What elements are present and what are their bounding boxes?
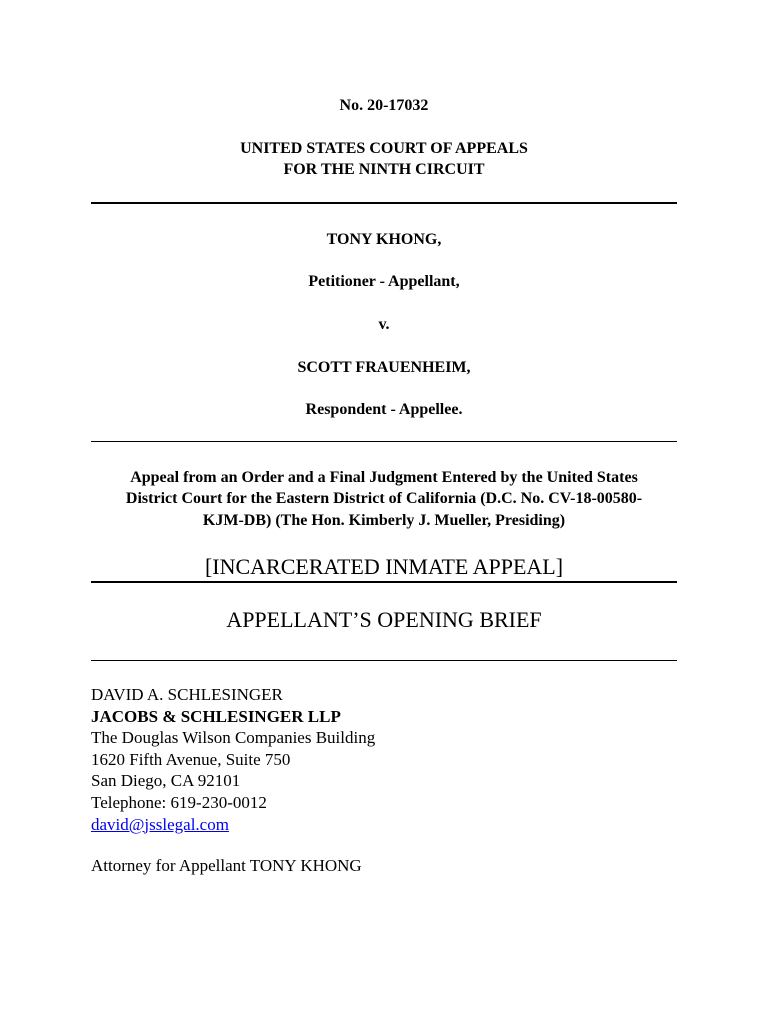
appeal-from-line-3: KJM-DB) (The Hon. Kimberly J. Mueller, Presiding) bbox=[202, 512, 566, 529]
counsel-city: San Diego, CA 92101 bbox=[91, 771, 241, 791]
counsel-name: DAVID A. SCHLESINGER bbox=[91, 685, 283, 704]
counsel-block bbox=[91, 684, 375, 835]
divider-rule bbox=[91, 581, 677, 583]
divider-rule bbox=[91, 660, 677, 661]
counsel-building: The Douglas Wilson Companies Building bbox=[91, 728, 376, 748]
counsel-email-link[interactable]: david@jsslegal.com bbox=[91, 814, 229, 834]
divider-rule bbox=[91, 202, 677, 204]
court-name-line-2: FOR THE NINTH CIRCUIT bbox=[283, 161, 485, 178]
appeal-from-line-2: District Court for the Eastern District of California (D.C. No. CV-18-00580- bbox=[125, 490, 643, 507]
versus: v. bbox=[378, 316, 390, 333]
counsel-telephone: Telephone: 619-230-0012 bbox=[91, 792, 267, 812]
inmate-appeal-label: [INCARCERATED INMATE APPEAL] bbox=[204, 554, 564, 579]
attorney-for: Attorney for Appellant TONY KHONG bbox=[91, 856, 362, 875]
counsel-street: 1620 Fifth Avenue, Suite 750 bbox=[91, 749, 291, 769]
brief-title: APPELLANT’S OPENING BRIEF bbox=[226, 607, 542, 632]
court-name-line-1: UNITED STATES COURT OF APPEALS bbox=[240, 140, 528, 157]
appellee-name: SCOTT FRAUENHEIM, bbox=[297, 359, 471, 376]
appellant-role: Petitioner - Appellant, bbox=[308, 273, 460, 290]
divider-rule bbox=[91, 441, 677, 442]
appellant-name: TONY KHONG, bbox=[326, 231, 442, 248]
appeal-from-line-1: Appeal from an Order and a Final Judgment Entered by the United States bbox=[130, 469, 638, 486]
appellee-role: Respondent - Appellee. bbox=[305, 401, 463, 418]
law-firm-name: JACOBS & SCHLESINGER LLP bbox=[91, 706, 341, 726]
case-number: No. 20-17032 bbox=[339, 97, 429, 114]
